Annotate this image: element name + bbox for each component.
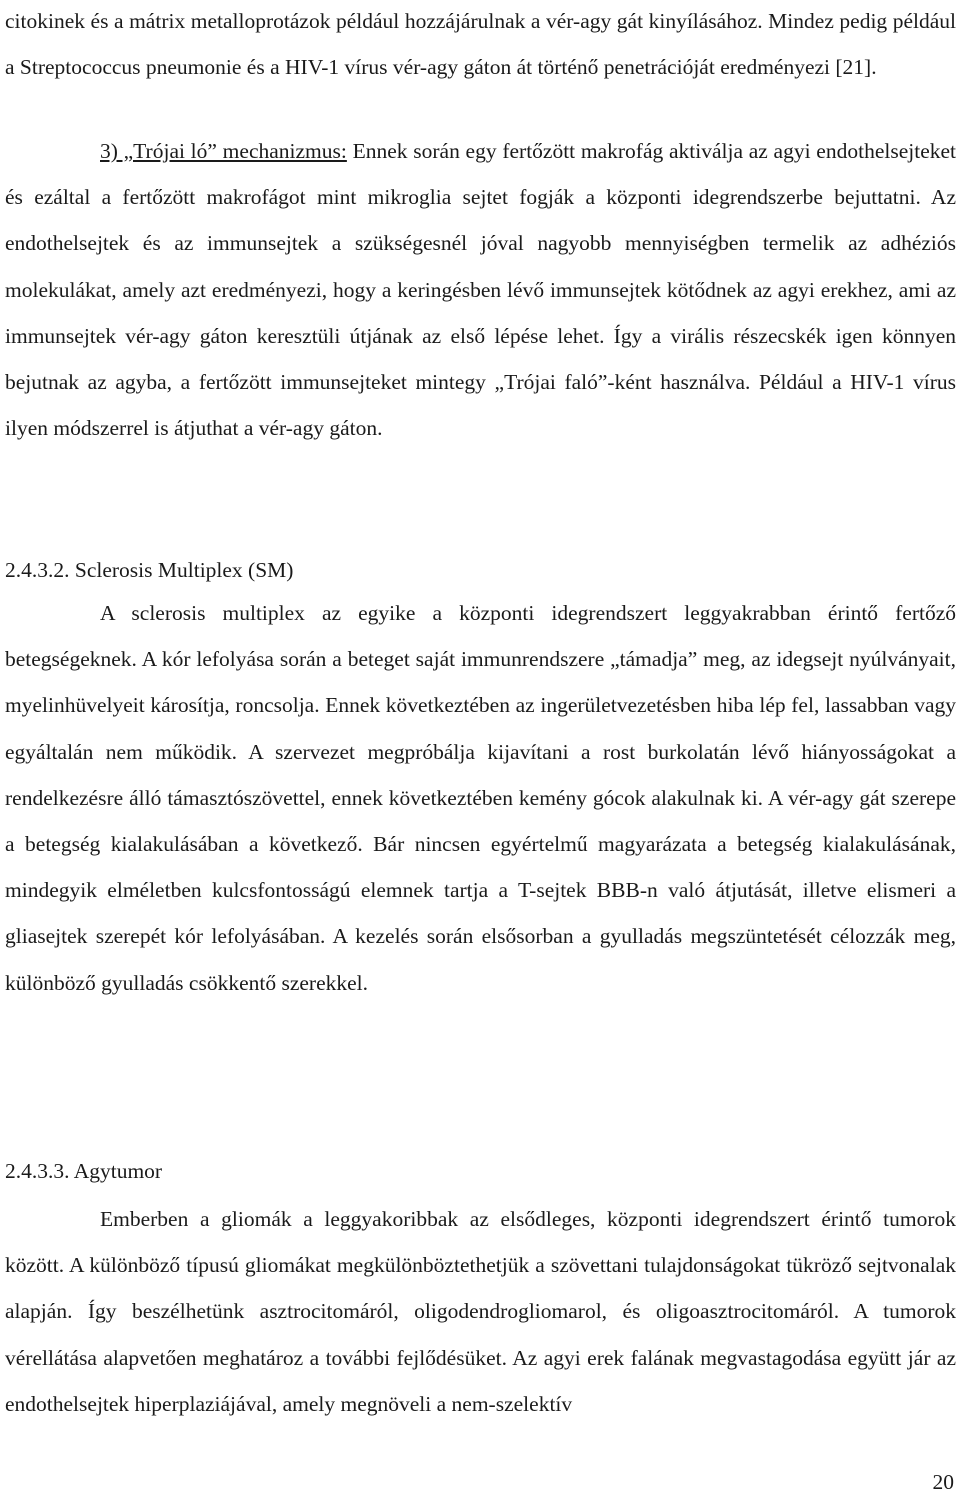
- paragraph-bbb-opening: citokinek és a mátrix metalloprotázok például hozzájárulnak a vér-agy gát kinyílásához. Mindez pedig például a Streptococcus pneumonie és a HIV-1 vírus vér-agy gáton át történő penetrációját eredményezi [21].: [5, 9, 956, 80]
- section-heading-sclerosis-multiplex: 2.4.3.2. Sclerosis Multiplex (SM): [5, 558, 294, 582]
- page-number: 20: [932, 1470, 954, 1494]
- trojan-horse-lead: 3) „Trójai ló” mechanizmus:: [100, 139, 347, 163]
- section-heading-agytumor: 2.4.3.3. Agytumor: [5, 1159, 163, 1183]
- trojan-horse-body: Ennek során egy fertőzött makrofág aktiválja az agyi endothelsejteket és ezáltal a fertőzött makrofágot mint mikroglia sejtet fogják a központi idegrendszerbe bejuttatni. Az endothelsejtek és az immunsejtek a szükségesnél jóval nagyobb mennyiségben termelik az adhéziós molekulákat, amely azt eredményezi, hogy a keringésben lévő immunsejtek kötődnek az agyi erekhez, ami az immunsejtek vér-agy gáton keresztüli útjának az első lépése lehet. Így a virális részecskék igen könnyen bejutnak az agyba, a fertőzött immunsejteket mintegy „Trójai faló”-ként használva. Például a HIV-1 vírus ilyen módszerrel is átjuthat a vér-agy gáton.: [5, 139, 956, 441]
- paragraph-trojan-horse: [5, 128, 956, 451]
- paragraph-agytumor: Emberben a gliomák a leggyakoribbak az elsődleges, központi idegrendszert érintő tumorok között. A különböző típusú gliomákat megkülönböztethetjük a szövettani tulajdonságokat tükröző sejtvonalak alapján. Így beszélhetünk asztrocitomáról, oligodendrogliomarol, és oligoasztrocitomáról. A tumorok vérellátása alapvetően meghatároz a további fejlődésüket. Az agyi erek falának megvastagodása együtt jár az endothelsejtek hiperplaziájával, amely megnöveli a nem-szelektív: [5, 1207, 956, 1416]
- paragraph-sclerosis-multiplex: A sclerosis multiplex az egyike a központi idegrendszert leggyakrabban érintő fertőző betegségeknek. A kór lefolyása során a beteget saját immunrendszere „támadja” meg, az idegsejt nyúlványait, myelinhüvelyeit károsítja, roncsolja. Ennek következtében az ingerületvezetésben hiba lép fel, lassabban vagy egyáltalán nem működik. A szervezet megpróbálja kijavítani a rost burkolatán lévő hiányosságokat a rendelkezésre álló támasztószövettel, ennek következtében kemény gócok alakulnak ki. A vér-agy gát szerepe a betegség kialakulásában a következő. Bár nincsen egyértelmű magyarázata a betegség kialakulásának, mindegyik elméletben kulcsfontosságú elemnek tartja a T-sejtek BBB-n való átjutását, illetve elismeri a gliasejtek szerepét kór lefolyásában. A kezelés során elsősorban a gyulladás megszüntetését célozzák meg, különböző gyulladás csökkentő szerekkel.: [5, 601, 956, 995]
